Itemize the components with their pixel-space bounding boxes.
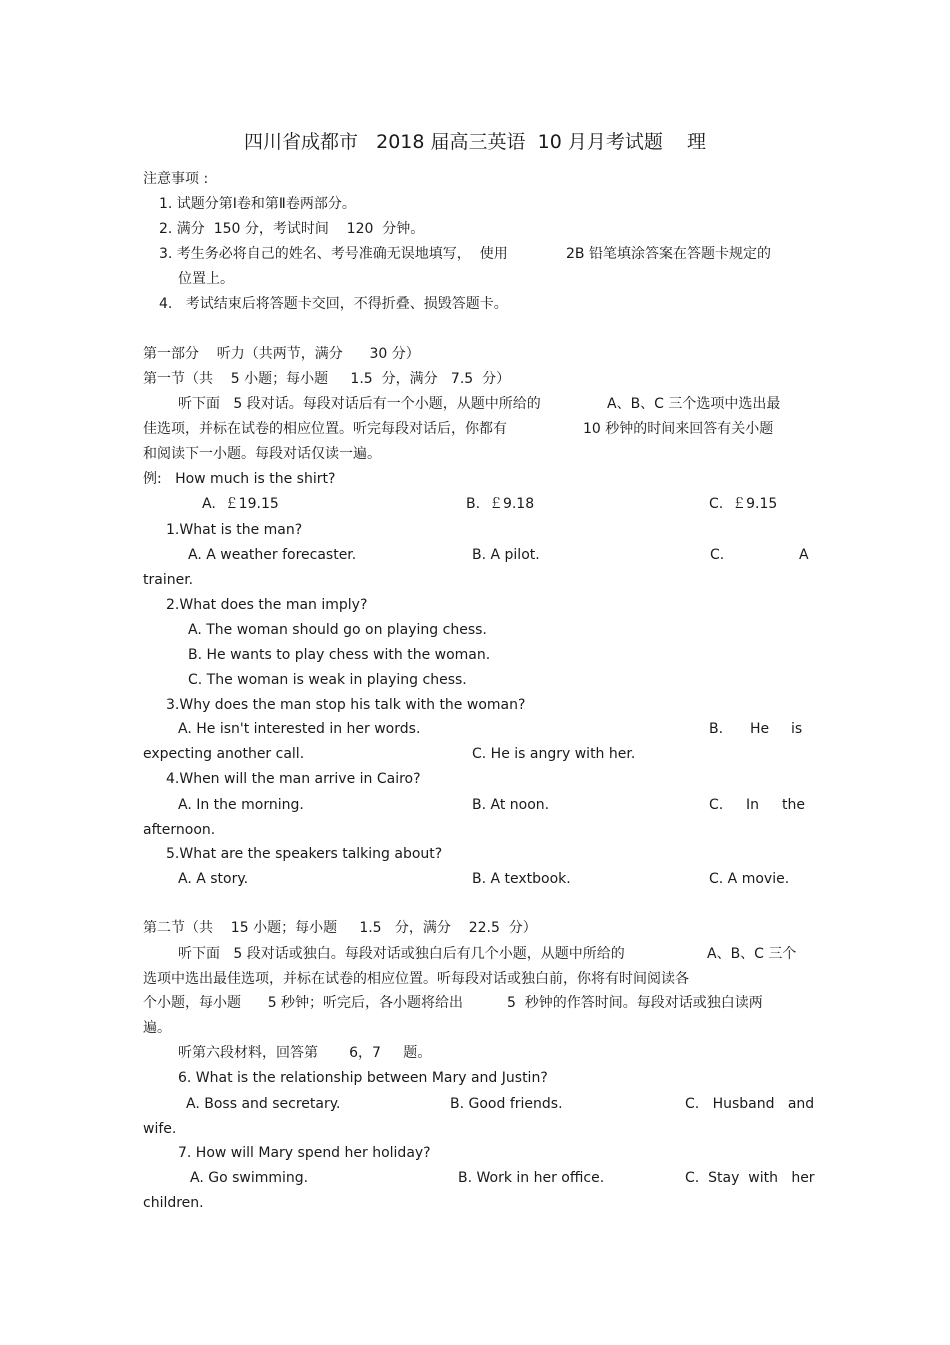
note-2: 2. 满分 150 分，考试时间 120 分钟。 — [159, 221, 425, 237]
notes-heading: 注意事项 : — [143, 171, 209, 187]
question-3-option-b-word2: is — [791, 721, 803, 737]
question-2-option-a: A. The woman should go on playing chess. — [188, 622, 487, 638]
example-option-a: A. ￡19.15 — [202, 496, 279, 512]
question-4: 4.When will the man arrive in Cairo? — [166, 771, 421, 787]
question-1-option-a: A. A weather forecaster. — [188, 547, 357, 563]
question-2-option-c: C. The woman is weak in playing chess. — [188, 672, 467, 688]
section2-heading: 第二节（共 15 小题；每小题 1.5 分，满分 22.5 分） — [143, 920, 537, 936]
question-6-option-c: C. Husband and — [685, 1096, 815, 1112]
example-question: 例: How much is the shirt? — [143, 471, 336, 487]
question-7-option-a: A. Go swimming. — [190, 1170, 309, 1186]
section1-instruction-2b: 10 秒钟的时间来回答有关小题 — [583, 421, 774, 437]
question-6: 6. What is the relationship between Mary and Justin? — [178, 1070, 548, 1086]
section1-heading: 第一节（共 5 小题；每小题 1.5 分，满分 7.5 分） — [143, 371, 511, 387]
question-4-option-c-letter: C. — [709, 797, 724, 813]
section2-instruction-2: 选项中选出最佳选项，并标在试卷的相应位置。听每段对话或独白前，你将有时间阅读各 — [143, 971, 689, 987]
question-4-option-c-wrap: afternoon. — [143, 822, 216, 838]
question-3-option-a: A. He isn't interested in her words. — [178, 721, 421, 737]
question-1-option-c-text: A — [799, 547, 809, 563]
section1-instruction-1b: A、B、C 三个选项中选出最 — [607, 396, 781, 412]
question-4-option-b: B. At noon. — [472, 797, 550, 813]
listen-material-6: 听第六段材料，回答第 6，7 题。 — [178, 1045, 432, 1061]
question-1-option-c-letter: C. — [710, 547, 725, 563]
exam-title: 四川省成都市 2018 届高三英语 10 月月考试题 理 — [244, 131, 706, 153]
note-4: 4. 考试结束后将答题卡交回，不得折叠、损毁答题卡。 — [159, 296, 508, 312]
question-3-option-b-word1: He — [750, 721, 770, 737]
question-3-option-c: C. He is angry with her. — [472, 746, 636, 762]
question-6-option-b: B. Good friends. — [450, 1096, 563, 1112]
section2-instruction-4: 遍。 — [143, 1020, 171, 1036]
section1-instruction-1a: 听下面 5 段对话。每段对话后有一个小题，从题中所给的 — [178, 396, 541, 412]
question-4-option-a: A. In the morning. — [178, 797, 304, 813]
section1-instruction-3: 和阅读下一小题。每段对话仅读一遍。 — [143, 446, 381, 462]
note-3-part-2: 2B 铅笔填涂答案在答题卡规定的 — [566, 246, 771, 262]
section2-instruction-3b: 5 秒钟的作答时间。每段对话或独白读两 — [507, 995, 763, 1011]
question-5-option-b: B. A textbook. — [472, 871, 571, 887]
question-3: 3.Why does the man stop his talk with the woman? — [166, 697, 526, 713]
question-1: 1.What is the man? — [166, 522, 303, 538]
question-4-option-c-word1: In — [746, 797, 760, 813]
note-3-part-1: 3. 考生务必将自己的姓名、考号准确无误地填写， 使用 — [159, 246, 508, 262]
part1-heading: 第一部分 听力（共两节，满分 30 分） — [143, 346, 420, 362]
question-1-option-c-wrap: trainer. — [143, 572, 194, 588]
note-3-part-3: 位置上。 — [178, 271, 234, 287]
section2-instruction-1a: 听下面 5 段对话或独白。每段对话或独白后有几个小题，从题中所给的 — [178, 946, 625, 962]
example-option-b: B. ￡9.18 — [466, 496, 535, 512]
question-5-option-c: C. A movie. — [709, 871, 790, 887]
question-7-option-c-wrap: children. — [143, 1195, 204, 1211]
note-1: 1. 试题分第Ⅰ卷和第Ⅱ卷两部分。 — [159, 196, 356, 212]
question-1-option-b: B. A pilot. — [472, 547, 540, 563]
question-6-option-a: A. Boss and secretary. — [186, 1096, 341, 1112]
question-3-option-b-wrap: expecting another call. — [143, 746, 305, 762]
question-2: 2.What does the man imply? — [166, 597, 368, 613]
question-5: 5.What are the speakers talking about? — [166, 846, 443, 862]
section2-instruction-1b: A、B、C 三个 — [707, 946, 797, 962]
example-option-c: C. ￡9.15 — [709, 496, 778, 512]
section2-instruction-3a: 个小题，每小题 5 秒钟；听完后，各小题将给出 — [143, 995, 464, 1011]
question-6-option-c-wrap: wife. — [143, 1121, 177, 1137]
question-3-option-b-letter: B. — [709, 721, 724, 737]
question-7-option-c: C. Stay with her — [685, 1170, 815, 1186]
question-7-option-b: B. Work in her office. — [458, 1170, 605, 1186]
question-5-option-a: A. A story. — [178, 871, 249, 887]
question-4-option-c-word2: the — [782, 797, 805, 813]
question-7: 7. How will Mary spend her holiday? — [178, 1145, 431, 1161]
section1-instruction-2a: 佳选项，并标在试卷的相应位置。听完每段对话后，你都有 — [143, 421, 507, 437]
question-2-option-b: B. He wants to play chess with the woman. — [188, 647, 491, 663]
